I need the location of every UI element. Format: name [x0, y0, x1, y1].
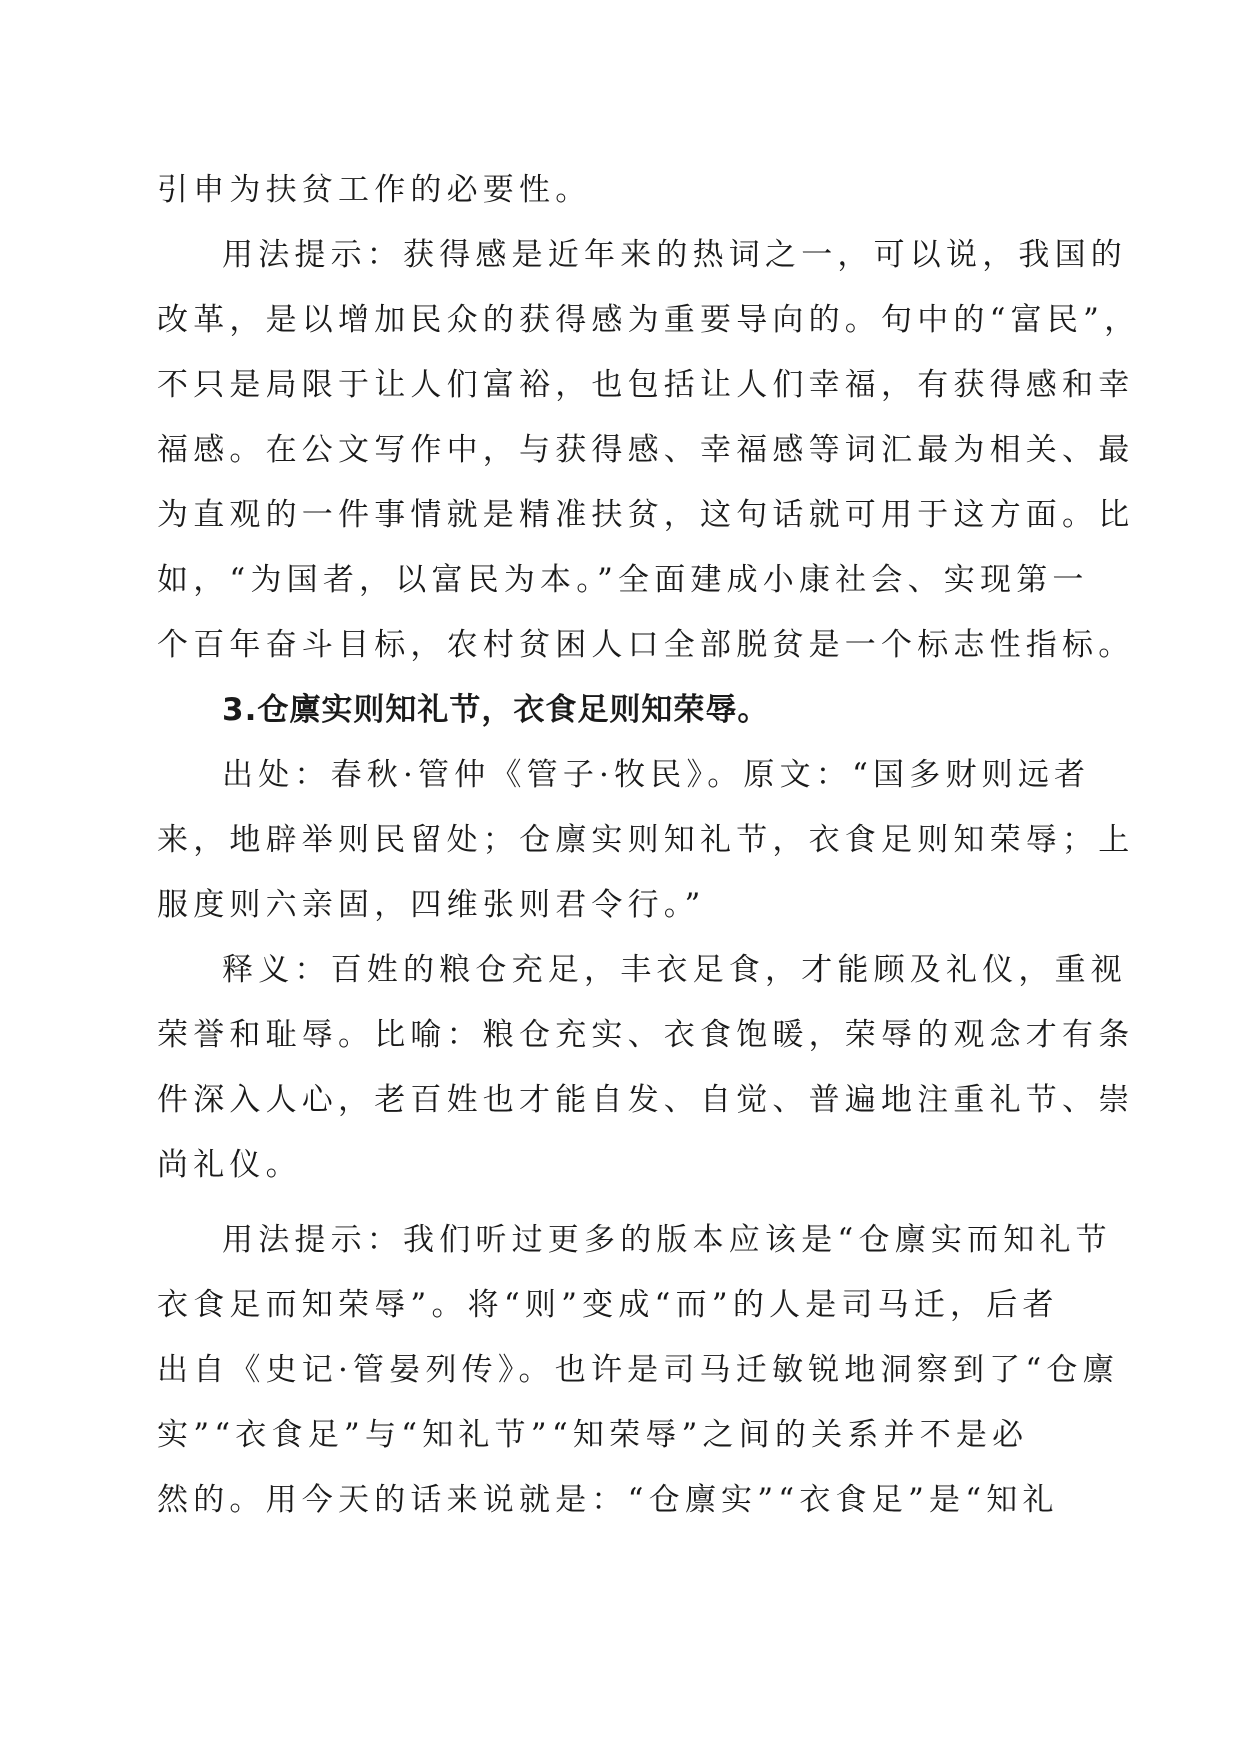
text-line-15: 件深入人心，老百姓也才能自发、自觉、普遍地注重礼节、崇: [157, 1082, 1135, 1118]
text-line-20: 实”“衣食足”与“知礼节”“知荣辱”之间的关系并不是必: [157, 1417, 1029, 1453]
text-line-5: 福感。在公文写作中，与获得感、幸福感等词汇最为相关、最: [157, 432, 1135, 468]
text-line-3: 改革，是以增加民众的获得感为重要导向的。句中的“富民”，: [157, 302, 1141, 338]
section-heading: 3.仓廪实则知礼节，衣食足则知荣辱。: [222, 692, 770, 728]
text-line-18: 衣食足而知荣辱”。将“则”变成“而”的人是司马迁，后者: [157, 1287, 1059, 1323]
text-line-10: 出处：春秋·管仲《管子·牧民》。原文：“国多财则远者: [222, 757, 1091, 793]
text-line-16: 尚礼仪。: [157, 1147, 302, 1183]
text-line-8: 个百年奋斗目标，农村贫困人口全部脱贫是一个标志性指标。: [157, 627, 1135, 663]
text-line-6: 为直观的一件事情就是精准扶贫，这句话就可用于这方面。比: [157, 497, 1135, 533]
text-line-7: 如，“为国者，以富民为本。”全面建成小康社会、实现第一: [157, 562, 1089, 598]
text-line-13: 释义：百姓的粮仓充足，丰衣足食，才能顾及礼仪，重视: [222, 952, 1127, 988]
text-line-11: 来，地辟举则民留处；仓廪实则知礼节，衣食足则知荣辱；上: [157, 822, 1135, 858]
text-line-12: 服度则六亲固，四维张则君令行。”: [157, 887, 706, 923]
text-line-21: 然的。用今天的话来说就是：“仓廪实”“衣食足”是“知礼: [157, 1482, 1059, 1518]
text-line-1: 引申为扶贫工作的必要性。: [157, 172, 592, 208]
text-line-2: 用法提示：获得感是近年来的热词之一，可以说，我国的: [222, 237, 1127, 273]
text-line-4: 不只是局限于让人们富裕，也包括让人们幸福，有获得感和幸: [157, 367, 1135, 403]
text-line-17: 用法提示：我们听过更多的版本应该是“仓廪实而知礼节: [222, 1222, 1112, 1258]
text-line-19: 出自《史记·管晏列传》。也许是司马迁敏锐地洞察到了“仓廪: [157, 1352, 1119, 1388]
text-line-14: 荣誉和耻辱。比喻：粮仓充实、衣食饱暖，荣辱的观念才有条: [157, 1017, 1135, 1053]
